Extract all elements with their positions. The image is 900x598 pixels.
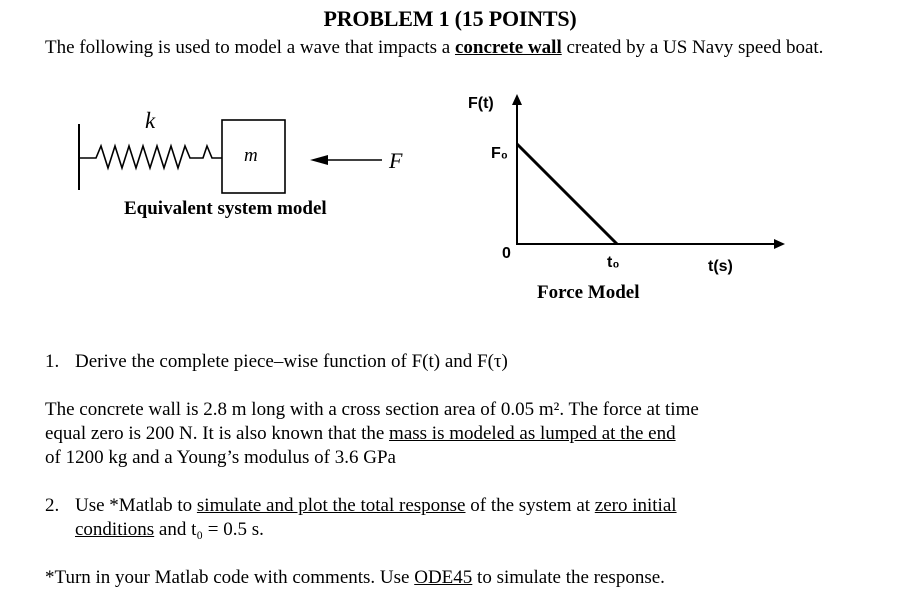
question-2-start: Use *Matlab to	[75, 495, 197, 516]
question-1-text: Derive the complete piece–wise function of F(t) and F(τ)	[75, 351, 508, 372]
footer-start: *Turn in your Matlab code with comments. Use	[45, 567, 415, 588]
conditions-term: conditions	[75, 519, 155, 540]
force-label: F	[389, 148, 403, 173]
force-arrow-icon	[310, 155, 382, 165]
footer-end: to simulate the response.	[472, 567, 665, 588]
spring-icon	[79, 146, 222, 168]
question-2-line-2	[45, 518, 835, 542]
intro-text-end: created by a US Navy speed boat.	[561, 37, 824, 58]
question-2-end: and t₀ = 0.5 s.	[154, 519, 264, 540]
x-axis	[517, 239, 785, 249]
graph-y-label: F(t)	[468, 95, 494, 112]
problem-title: PROBLEM 1 (15 POINTS)	[323, 6, 577, 31]
info-line-1: The concrete wall is 2.8 m long with a cross section area of 0.05 m². The force at time	[45, 399, 699, 420]
graph-x-label: t(s)	[708, 258, 733, 275]
force-curve	[517, 144, 617, 244]
graph-peak-label: F₀	[491, 145, 508, 162]
spring-label: k	[145, 108, 156, 133]
question-2-number: 2.	[45, 495, 60, 516]
zero-initial-term: zero initial	[594, 495, 677, 516]
simulate-term: simulate and plot the total response	[196, 495, 466, 516]
graph-caption: Force Model	[537, 282, 640, 303]
lumped-mass-term: mass is modeled as lumped at the end	[389, 423, 676, 444]
ode45-term: ODE45	[414, 567, 473, 588]
question-2	[45, 494, 835, 542]
question-1	[45, 350, 835, 374]
info-line-3: of 1200 kg and a Young’s modulus of 3.6 GPa	[45, 447, 396, 468]
system-caption: Equivalent system model	[124, 198, 327, 219]
footer-note	[45, 566, 835, 590]
info-line-2	[45, 422, 835, 446]
info-paragraph	[45, 398, 835, 470]
graph-origin-label: 0	[502, 245, 511, 262]
info-line-2-start: equal zero is 200 N. It is also known that the	[45, 423, 390, 444]
question-2-mid: of the system at	[465, 495, 595, 516]
graph-t0-label: t₀	[607, 254, 620, 271]
mass-label: m	[244, 145, 258, 166]
y-axis	[512, 94, 522, 245]
question-1-number: 1.	[45, 351, 60, 372]
intro-text-start: The following is used to model a wave that impacts a	[45, 37, 455, 58]
question-2-line-1	[45, 494, 835, 518]
concrete-wall-term: concrete wall	[454, 37, 562, 58]
